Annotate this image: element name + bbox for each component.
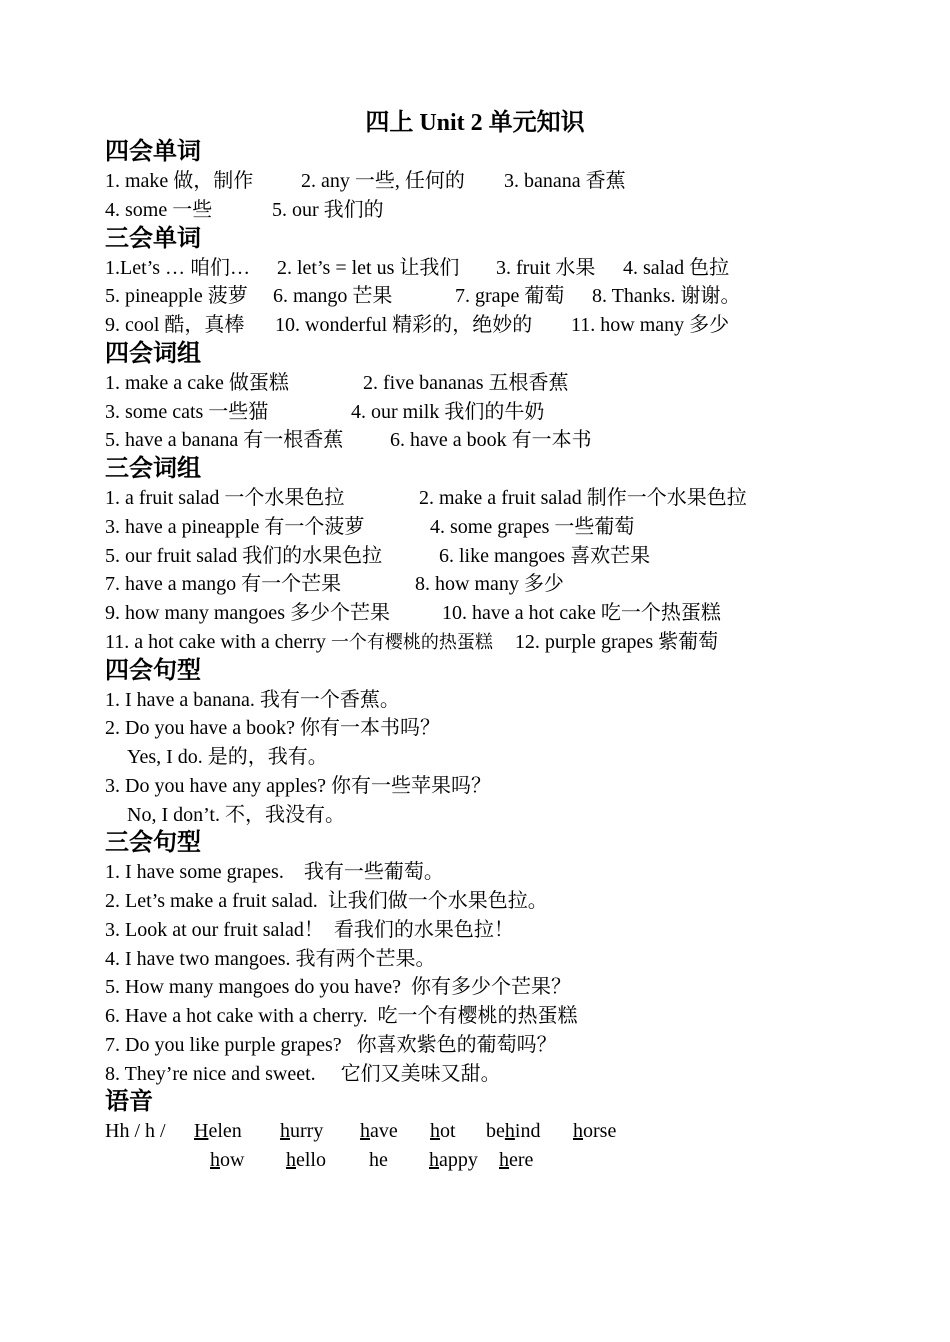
word-entry: 10. wonderful 精彩的，绝妙的 bbox=[275, 314, 533, 336]
text-line bbox=[105, 369, 925, 398]
phrase-entry: 6. like mangoes 喜欢芒果 bbox=[439, 544, 651, 567]
word-entry: 5. our 我们的 bbox=[272, 198, 384, 221]
sentence-line: 6. Have a hot cake with a cherry. 吃一个有樱桃的热蛋糕 bbox=[105, 1005, 578, 1027]
sentence-line: 5. How many mangoes do you have? 你有多少个芒果？ bbox=[105, 976, 572, 999]
phonics-word: hot bbox=[430, 1120, 456, 1143]
text-line bbox=[105, 167, 925, 196]
phrase-entry: 3. some cats 一些猫 bbox=[105, 400, 269, 423]
phrase-entry: 8. how many 多少 bbox=[415, 573, 564, 596]
phonics-row-1 bbox=[105, 1117, 925, 1146]
word-entry: 1. make 做，制作 bbox=[105, 170, 254, 192]
section-heading-sentences4: 四会句型 bbox=[105, 657, 201, 684]
sentence-line: Yes, I do. 是的，我有。 bbox=[127, 746, 328, 768]
phrase-entry: 9. how many mangoes 多少个芒果 bbox=[105, 602, 390, 624]
phrase-entry: 12. purple grapes 紫葡萄 bbox=[514, 630, 719, 653]
sentence-line: 2. Let’s make a fruit salad. 让我们做一个水果色拉。 bbox=[105, 890, 548, 912]
phrase-entry: 2. make a fruit salad 制作一个水果色拉 bbox=[419, 487, 747, 509]
phrase-entry: 2. five bananas 五根香蕉 bbox=[363, 371, 569, 394]
section-heading-words4: 四会单词 bbox=[105, 139, 201, 165]
text-line bbox=[105, 542, 925, 571]
section-heading-phrases4: 四会词组 bbox=[105, 340, 201, 367]
phonics-word: here bbox=[499, 1149, 534, 1172]
sentence-line: 1. I have a banana. 我有一个香蕉。 bbox=[105, 688, 400, 711]
phonics-word: Helen bbox=[194, 1120, 242, 1143]
word-entry: 4. some 一些 bbox=[105, 198, 213, 221]
phonics-word: behind bbox=[486, 1120, 541, 1143]
text-line bbox=[105, 311, 925, 340]
sentence-line: 3. Do you have any apples? 你有一些苹果吗？ bbox=[105, 774, 492, 797]
phrase-entry: 1. a fruit salad 一个水果色拉 bbox=[105, 487, 345, 509]
word-entry: 11. how many 多少 bbox=[571, 314, 730, 336]
word-entry: 2. any 一些, 任何的 bbox=[301, 170, 465, 192]
text-line bbox=[105, 254, 925, 283]
word-entry: 7. grape 葡萄 bbox=[455, 285, 565, 308]
sentence-line: 8. They’re nice and sweet. 它们又美味又甜。 bbox=[105, 1062, 501, 1085]
phonics-word: hurry bbox=[280, 1120, 324, 1143]
section-heading-phonics: 语音 bbox=[105, 1089, 153, 1116]
text-line bbox=[105, 513, 925, 542]
page-title: 四上 Unit 2 单元知识 bbox=[365, 110, 585, 136]
text-line bbox=[105, 599, 925, 628]
word-entry: 4. salad 色拉 bbox=[623, 256, 730, 279]
phonics-label: Hh / h / bbox=[105, 1120, 166, 1143]
phrase-entry: 6. have a book 有一本书 bbox=[390, 429, 592, 452]
phonics-word: hello bbox=[286, 1149, 326, 1172]
section-heading-phrases3: 三会词组 bbox=[105, 456, 201, 482]
word-entry: 1.Let’s … 咱们… bbox=[105, 256, 250, 279]
phrase-translation: 一个有樱桃的热蛋糕 bbox=[330, 631, 493, 652]
phrase-entry: 5. our fruit salad 我们的水果色拉 bbox=[105, 544, 383, 567]
text-line bbox=[105, 484, 925, 513]
word-entry: 6. mango 芒果 bbox=[273, 285, 393, 308]
text-line bbox=[105, 282, 925, 311]
phonics-word: horse bbox=[573, 1120, 617, 1143]
phrase-entry: 4. some grapes 一些葡萄 bbox=[430, 515, 635, 538]
phonics-word: he bbox=[369, 1149, 388, 1172]
sentence-line: 1. I have some grapes. 我有一些葡萄。 bbox=[105, 861, 444, 884]
sentence-line: 4. I have two mangoes. 我有两个芒果。 bbox=[105, 947, 436, 970]
phrase-entry: 10. have a hot cake 吃一个热蛋糕 bbox=[442, 602, 721, 624]
phrase-entry: 7. have a mango 有一个芒果 bbox=[105, 573, 342, 596]
text-line bbox=[105, 426, 925, 455]
word-entry: 2. let’s = let us 让我们 bbox=[277, 256, 460, 279]
phonics-word: have bbox=[360, 1120, 398, 1143]
sentence-line: 7. Do you like purple grapes? 你喜欢紫色的葡萄吗？ bbox=[105, 1033, 557, 1056]
sentence-line: No, I don’t. 不，我没有。 bbox=[127, 803, 345, 826]
sentence-line: 2. Do you have a book? 你有一本书吗？ bbox=[105, 717, 440, 740]
phonics-row-2 bbox=[105, 1146, 925, 1175]
section-heading-sentences3: 三会句型 bbox=[105, 830, 201, 857]
word-entry: 9. cool 酷，真棒 bbox=[105, 314, 245, 336]
phrase-entry: 4. our milk 我们的牛奶 bbox=[351, 400, 545, 423]
text-line bbox=[105, 398, 925, 427]
phonics-word: how bbox=[210, 1149, 245, 1172]
text-line bbox=[105, 570, 925, 599]
word-entry: 5. pineapple 菠萝 bbox=[105, 285, 248, 308]
word-entry: 8. Thanks. 谢谢。 bbox=[592, 285, 741, 308]
word-entry: 3. banana 香蕉 bbox=[504, 170, 626, 192]
phrase-entry: 5. have a banana 有一根香蕉 bbox=[105, 429, 344, 452]
document-content bbox=[105, 138, 925, 1175]
phrase-entry: 1. make a cake 做蛋糕 bbox=[105, 371, 289, 394]
phrase-entry: 3. have a pineapple 有一个菠萝 bbox=[105, 515, 365, 538]
text-line bbox=[105, 628, 925, 657]
section-heading-words3: 三会单词 bbox=[105, 225, 201, 252]
word-entry: 3. fruit 水果 bbox=[496, 256, 596, 279]
phonics-word: happy bbox=[429, 1149, 478, 1172]
sentence-line: 3. Look at our fruit salad！ 看我们的水果色拉！ bbox=[105, 918, 514, 941]
text-line bbox=[105, 196, 925, 225]
phrase-entry: 11. a hot cake with a cherry bbox=[105, 630, 331, 653]
